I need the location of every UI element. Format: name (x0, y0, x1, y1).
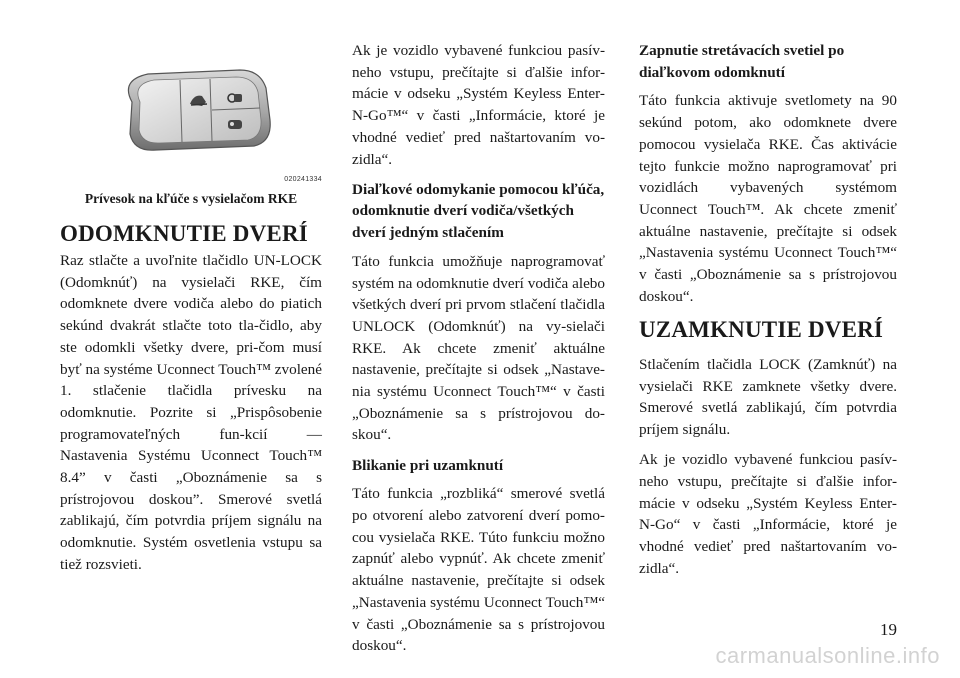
passive-entry-paragraph: Ak je vozidlo vybavené funkciou pasív-neho vstupu, prečítajte si ďalšie infor-mácie v odseku „Systém Keyless Enter-N-Go™“ v časti „Informácie, ktoré je vhodné vedieť pred naštartovaním vo-zidla“. (352, 42, 605, 168)
figure-caption: Prívesok na kľúče s vysielačom RKE (84, 191, 298, 206)
flash-lights-paragraph: Táto funkcia „rozbliká“ smerové svetlá po otvorení alebo zatvorení dverí pomo-cou vysielača RKE. Túto funkciu možno zapnúť alebo vypnúť. Ak chcete zmeniť aktuálne nastavenie, prečítajte si odsek „Nastavenia systému Uconnect Touch™“ v časti „Oboznámenie sa s prístrojovou doskou“. (352, 485, 605, 655)
lock-button-icon (228, 120, 242, 129)
fob-shape (128, 70, 270, 150)
column-2 (352, 40, 605, 665)
column-1-body (60, 250, 322, 576)
headlights-paragraph: Táto funkcia aktivuje svetlomety na 90 sekúnd potom, ako odomknete dvere pomocou vysielača RKE. Čas aktivácie tejto funkcie možno naprogramovať pri vozidlách vybavených systémom Uconnect Touch™. Ak chcete zmeniť aktuálne nastavenie, prečítajte si odsek „Nastavenia systému Uconnect Touch™“ v časti „Oboznámenie sa s prístrojovou doskou“. (639, 92, 897, 305)
lock-paragraph: Stlačením tlačidla LOCK (Zamknúť) na vysielači RKE zamknete všetky dvere. Smerové svetlá zablikajú, čím potvrdia príjem signálu. (639, 355, 897, 439)
column-3 (639, 40, 897, 588)
page-number: 19 (880, 620, 897, 639)
remote-unlock-paragraph: Táto funkcia umožňuje naprogramovať systém na odomknutie dverí vodiča alebo všetkých dverí pri prvom stlačení tlačidla UNLOCK (Odomknúť) na vy-sielači RKE. Ak chcete zmeniť aktuálne nastavenie, prečítajte si odsek „Nastave-nia systému Uconnect Touch™“ v časti „Oboznámenie sa s prístrojovou do-skou“. (352, 252, 605, 444)
passive-entry-paragraph-2: Ak je vozidlo vybavené funkciou pasív-neho vstupu, prečítajte si ďalšie infor-mácie v odseku „Systém Keyless Enter-N-Go“ v časti „Informácie, ktoré je vhodné vedieť pred naštartovaním vo-zidla“. (639, 451, 897, 577)
figure-id: 020241334 (284, 176, 322, 183)
subheading-remote-unlock: Diaľkové odomykanie pomocou kľúča, odomknutie dverí vodiča/všetkých dverí jedným stlačením (352, 180, 605, 242)
key-fob-illustration (60, 40, 322, 190)
subheading-headlights-on-unlock: Zapnutie stretávacích svetiel po diaľkovom odomknutí (639, 42, 845, 81)
heading-lock-doors: UZAMKNUTIE DVERÍ (639, 316, 884, 342)
heading-unlock-doors: ODOMKNUTIE DVERÍ (60, 221, 308, 246)
subheading-flash-lights: Blikanie pri uzamknutí (352, 456, 504, 474)
unlock-paragraph: Raz stlačte a uvoľnite tlačidlo UN-LOCK (Odomknúť) na vysielači RKE, čím odomknete dvere vodiča alebo do piatich sekúnd dvakrát stlačte toto tla-čidlo, aby ste odomkli všetky dvere, pri-čom musí byť na systéme Uconnect Touch™ zvolené 1. stlačenie tlačidla prívesku na odomknutie. Pozrite si „Prispôsobenie programovateľných fun-kcií — Nastavenia Systému Uconnect Touch™ 8.4” v časti „Oboznámenie sa s prístrojovou doskou”. Smerové svetlá zablikajú, čím potvrdia príjem signálu na odomknutie. Systém osvetlenia vstupu sa tiež rozsvieti. (60, 252, 322, 573)
watermark: carmanualsonline.info (715, 643, 940, 668)
key-fob-figure (60, 40, 322, 192)
